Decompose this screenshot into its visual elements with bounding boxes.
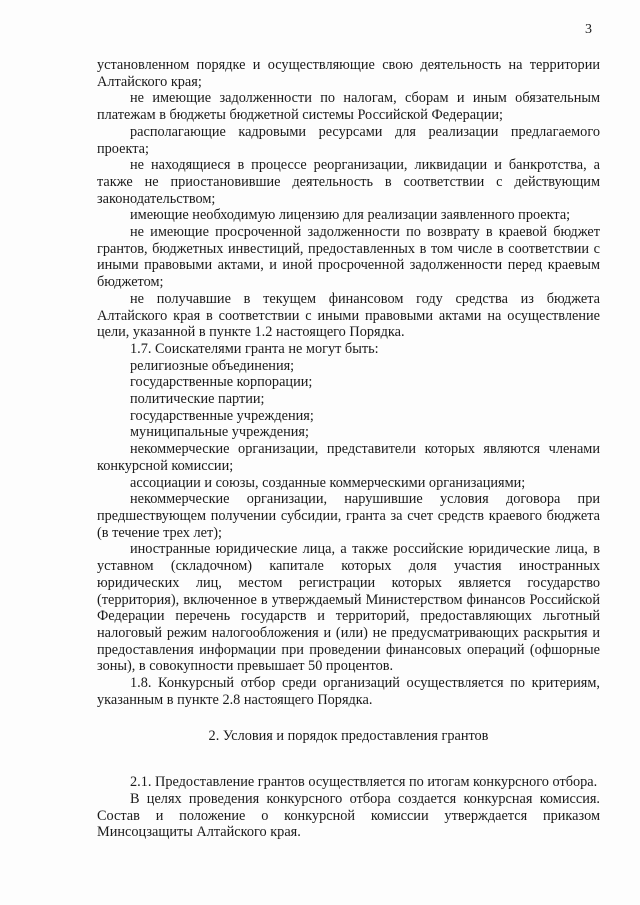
list-item: ассоциации и союзы, созданные коммерческими организациями; [130, 474, 526, 491]
paragraph: не находящиеся в процессе реорганизации, ликвидации и банкротства, а также не приостановившие деятельность в соответствии с действующим законодательством; [97, 157, 600, 207]
paragraph: установленном порядке и осуществляющие свою деятельность на территории Алтайского края; [97, 57, 600, 90]
document-body [97, 57, 600, 841]
paragraph: не имеющие задолженности по налогам, сборам и иным обязательным платежам в бюджеты бюджетной системы Российской Федерации; [97, 90, 600, 124]
paragraph: В целях проведения конкурсного отбора создается конкурсная комиссия. Состав и положение о конкурсной комиссии утверждается приказом Минсоцзащиты Алтайского края. [97, 790, 600, 841]
list-item: некоммерческие организации, представители которых являются членами конкурсной комиссии; [97, 441, 600, 474]
paragraph: располагающие кадровыми ресурсами для реализации предлагаемого проекта; [97, 123, 600, 157]
paragraph: 1.8. Конкурсный отбор среди организаций осуществляется по критериям, указанным в пункте 2.8 настоящего Порядка. [97, 675, 600, 708]
page-number: 3 [585, 22, 592, 37]
list-item: некоммерческие организации, нарушившие условия договора при предшествующем получении субсидии, гранта за счет средств краевого бюджета (в течение трех лет); [97, 491, 600, 541]
paragraph: имеющие необходимую лицензию для реализации заявленного проекта; [130, 207, 571, 224]
list-item: государственные корпорации; [130, 374, 313, 391]
list-item: государственные учреждения; [130, 407, 314, 424]
paragraph: не получавшие в текущем финансовом году средства из бюджета Алтайского края в соответствии с иными правовыми актами на осуществление цели, указанной в пункте 1.2 настоящего Порядка. [97, 290, 600, 341]
paragraph: 1.7. Соискателями гранта не могут быть: [130, 340, 379, 357]
list-item: иностранные юридические лица, а также российские юридические лица, в уставном (складочном) капитале которых доля участия иностранных юридических лиц, местом регистрации которых является государство (территория), включенное в утверждаемый Министерством финансов Российской Федерации перечень государств и территорий, предоставляющих льготный налоговый режим налогообложения и (или) не предусматривающих раскрытия и предоставления информации при проведении финансовых операций (офшорные зоны), в совокупности превышает 50 процентов. [97, 541, 600, 675]
list-item: религиозные объединения; [130, 357, 295, 374]
list-item: муниципальные учреждения; [130, 424, 309, 441]
paragraph: не имеющие просроченной задолженности по возврату в краевой бюджет грантов, бюджетных инвестиций, предоставленных в том числе в соответствии с иными правовыми актами, и иной просроченной задолженности перед краевым бюджетом; [97, 224, 600, 291]
paragraph: 2.1. Предоставление грантов осуществляется по итогам конкурсного отбора. [130, 774, 598, 791]
section-heading: 2. Условия и порядок предоставления грантов [208, 728, 489, 745]
list-item: политические партии; [130, 391, 265, 408]
